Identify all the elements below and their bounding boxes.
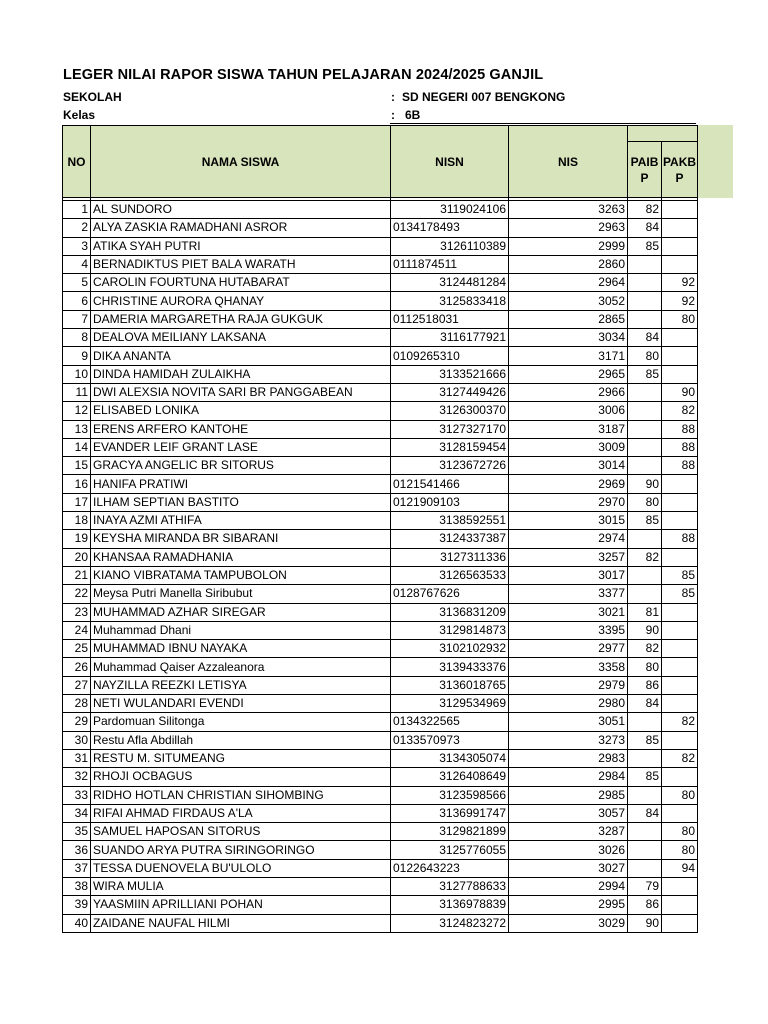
cell-nisn: 3136018765 [391, 676, 509, 694]
table-row [63, 548, 698, 566]
cell-paibp: 82 [628, 640, 662, 658]
cell-pakbp: 80 [662, 823, 698, 841]
cell-nama-siswa: BERNADIKTUS PIET BALA WARATH [91, 255, 391, 273]
info-colon-kelas: : [391, 108, 395, 122]
cell-nis: 2860 [509, 255, 628, 273]
cell-nisn: 0133570973 [391, 731, 509, 749]
table-row [63, 877, 698, 895]
document-title: LEGER NILAI RAPOR SISWA TAHUN PELAJARAN 2024/2025 GANJIL [63, 67, 544, 83]
cell-no: 30 [63, 731, 91, 749]
cell-nama-siswa: NETI WULANDARI EVENDI [91, 695, 391, 713]
cell-no: 7 [63, 310, 91, 328]
cell-no: 39 [63, 896, 91, 914]
cell-nis: 3014 [509, 457, 628, 475]
cell-nama-siswa: DEALOVA MEILIANY LAKSANA [91, 329, 391, 347]
table-row [63, 841, 698, 859]
table-row [63, 695, 698, 713]
cell-nisn: 3123672726 [391, 457, 509, 475]
cell-pakbp [662, 548, 698, 566]
cell-nisn: 3127311336 [391, 548, 509, 566]
cell-nis: 3052 [509, 292, 628, 310]
cell-nis: 3021 [509, 603, 628, 621]
table-row [63, 512, 698, 530]
cell-nisn: 0121541466 [391, 475, 509, 493]
cell-paibp [628, 274, 662, 292]
cell-nisn: 3124337387 [391, 530, 509, 548]
cell-nis: 3395 [509, 621, 628, 639]
cell-nisn: 3136831209 [391, 603, 509, 621]
cell-nisn: 3126300370 [391, 402, 509, 420]
cell-nisn: 0128767626 [391, 585, 509, 603]
cell-pakbp [662, 365, 698, 383]
header-nis: NIS [509, 126, 628, 198]
cell-pakbp [662, 640, 698, 658]
cell-no: 37 [63, 859, 91, 877]
cell-nisn: 3125776055 [391, 841, 509, 859]
info-label-sekolah: SEKOLAH [63, 90, 122, 104]
table-row [63, 585, 698, 603]
cell-nisn: 0122643223 [391, 859, 509, 877]
cell-nisn: 3136978839 [391, 896, 509, 914]
cell-paibp: 85 [628, 365, 662, 383]
cell-nisn: 3129814873 [391, 621, 509, 639]
cell-paibp: 85 [628, 512, 662, 530]
cell-no: 40 [63, 914, 91, 932]
cell-pakbp: 85 [662, 585, 698, 603]
cell-paibp [628, 585, 662, 603]
cell-nama-siswa: ATIKA SYAH PUTRI [91, 237, 391, 255]
cell-nis: 3273 [509, 731, 628, 749]
cell-pakbp [662, 603, 698, 621]
cell-paibp [628, 383, 662, 401]
cell-paibp [628, 786, 662, 804]
table-row [63, 676, 698, 694]
cell-pakbp [662, 768, 698, 786]
cell-paibp: 90 [628, 914, 662, 932]
cell-pakbp: 90 [662, 383, 698, 401]
cell-pakbp [662, 347, 698, 365]
cell-nisn: 3116177921 [391, 329, 509, 347]
cell-nis: 3006 [509, 402, 628, 420]
cell-pakbp [662, 731, 698, 749]
cell-nama-siswa: KEYSHA MIRANDA BR SIBARANI [91, 530, 391, 548]
cell-nama-siswa: TESSA DUENOVELA BU'ULOLO [91, 859, 391, 877]
header-no: NO [63, 126, 91, 198]
table-row [63, 383, 698, 401]
cell-nisn: 0121909103 [391, 493, 509, 511]
cell-no: 8 [63, 329, 91, 347]
table-row [63, 640, 698, 658]
cell-nama-siswa: RIFAI AHMAD FIRDAUS A'LA [91, 804, 391, 822]
cell-no: 22 [63, 585, 91, 603]
cell-nis: 3015 [509, 512, 628, 530]
cell-nama-siswa: DIKA ANANTA [91, 347, 391, 365]
cell-paibp: 82 [628, 548, 662, 566]
cell-nisn: 0134178493 [391, 219, 509, 237]
cell-paibp: 84 [628, 695, 662, 713]
cell-nis: 2984 [509, 768, 628, 786]
cell-nama-siswa: MUHAMMAD IBNU NAYAKA [91, 640, 391, 658]
cell-nama-siswa: Muhammad Dhani [91, 621, 391, 639]
cell-pakbp [662, 676, 698, 694]
cell-nisn: 3134305074 [391, 749, 509, 767]
cell-nama-siswa: ERENS ARFERO KANTOHE [91, 420, 391, 438]
table-row [63, 365, 698, 383]
cell-nisn: 3126408649 [391, 768, 509, 786]
cell-nis: 3017 [509, 566, 628, 584]
cell-nis: 3257 [509, 548, 628, 566]
cell-nis: 3171 [509, 347, 628, 365]
table-row [63, 219, 698, 237]
cell-nama-siswa: CAROLIN FOURTUNA HUTABARAT [91, 274, 391, 292]
cell-no: 35 [63, 823, 91, 841]
cell-nis: 3377 [509, 585, 628, 603]
info-value-kelas: 6B [405, 108, 421, 122]
info-value-sekolah: SD NEGERI 007 BENGKONG [402, 90, 566, 104]
table-row [63, 823, 698, 841]
table-row [63, 255, 698, 273]
cell-pakbp: 94 [662, 859, 698, 877]
cell-nis: 3009 [509, 438, 628, 456]
cell-paibp [628, 292, 662, 310]
cell-nis: 2979 [509, 676, 628, 694]
cell-no: 15 [63, 457, 91, 475]
cell-nisn: 3129821899 [391, 823, 509, 841]
cell-no: 12 [63, 402, 91, 420]
cell-pakbp [662, 877, 698, 895]
cell-paibp [628, 310, 662, 328]
cell-no: 17 [63, 493, 91, 511]
cell-paibp: 85 [628, 731, 662, 749]
cell-nisn: 3138592551 [391, 512, 509, 530]
cell-no: 31 [63, 749, 91, 767]
cell-nisn: 3124823272 [391, 914, 509, 932]
cell-nama-siswa: GRACYA ANGELIC BR SITORUS [91, 457, 391, 475]
cell-pakbp: 88 [662, 457, 698, 475]
cell-paibp: 84 [628, 329, 662, 347]
cell-nisn: 3133521666 [391, 365, 509, 383]
leger-table [62, 125, 698, 933]
cell-pakbp: 80 [662, 786, 698, 804]
table-row [63, 329, 698, 347]
cell-paibp: 86 [628, 676, 662, 694]
cell-nama-siswa: DWI ALEXSIA NOVITA SARI BR PANGGABEAN [91, 383, 391, 401]
cell-no: 10 [63, 365, 91, 383]
cell-pakbp [662, 201, 698, 219]
cell-nis: 3358 [509, 658, 628, 676]
cell-nisn: 3128159454 [391, 438, 509, 456]
cell-no: 13 [63, 420, 91, 438]
cell-nis: 2963 [509, 219, 628, 237]
cell-nama-siswa: ZAIDANE NAUFAL HILMI [91, 914, 391, 932]
cell-nama-siswa: KIANO VIBRATAMA TAMPUBOLON [91, 566, 391, 584]
cell-nisn: 3126563533 [391, 566, 509, 584]
cell-pakbp: 82 [662, 713, 698, 731]
cell-nisn: 0111874511 [391, 255, 509, 273]
cell-nis: 3263 [509, 201, 628, 219]
cell-pakbp: 88 [662, 530, 698, 548]
cell-no: 24 [63, 621, 91, 639]
cell-nisn: 0134322565 [391, 713, 509, 731]
cell-no: 18 [63, 512, 91, 530]
table-row [63, 237, 698, 255]
cell-nisn: 3139433376 [391, 658, 509, 676]
cell-nama-siswa: ALYA ZASKIA RAMADHANI ASROR [91, 219, 391, 237]
cell-paibp [628, 457, 662, 475]
cell-paibp: 90 [628, 475, 662, 493]
cell-nis: 2983 [509, 749, 628, 767]
cell-nisn: 3127788633 [391, 877, 509, 895]
header-subject-group [628, 126, 698, 142]
cell-no: 4 [63, 255, 91, 273]
cell-nis: 2994 [509, 877, 628, 895]
cell-nama-siswa: KHANSAA RAMADHANIA [91, 548, 391, 566]
table-row [63, 731, 698, 749]
cell-nis: 2995 [509, 896, 628, 914]
cell-no: 23 [63, 603, 91, 621]
cell-no: 20 [63, 548, 91, 566]
cell-nisn: 3102102932 [391, 640, 509, 658]
cell-paibp: 79 [628, 877, 662, 895]
cell-nama-siswa: Muhammad Qaiser Azzaleanora [91, 658, 391, 676]
cell-pakbp: 92 [662, 292, 698, 310]
cell-nis: 3027 [509, 859, 628, 877]
cell-nisn: 3125833418 [391, 292, 509, 310]
cell-paibp [628, 713, 662, 731]
cell-pakbp [662, 658, 698, 676]
cell-pakbp: 80 [662, 841, 698, 859]
header-paibp: PAIB P [628, 142, 662, 198]
cell-nama-siswa: INAYA AZMI ATHIFA [91, 512, 391, 530]
cell-no: 34 [63, 804, 91, 822]
cell-paibp [628, 566, 662, 584]
cell-pakbp [662, 914, 698, 932]
info-label-kelas: Kelas [63, 108, 96, 122]
cell-pakbp: 82 [662, 749, 698, 767]
cell-paibp [628, 841, 662, 859]
cell-nis: 3034 [509, 329, 628, 347]
cell-paibp: 82 [628, 201, 662, 219]
cell-no: 36 [63, 841, 91, 859]
table-row [63, 201, 698, 219]
table-row [63, 420, 698, 438]
cell-no: 32 [63, 768, 91, 786]
table-row [63, 786, 698, 804]
cell-nis: 3026 [509, 841, 628, 859]
cell-paibp [628, 749, 662, 767]
info-colon-sekolah: : [391, 90, 395, 104]
cell-pakbp: 88 [662, 438, 698, 456]
cell-nis: 2865 [509, 310, 628, 328]
cell-no: 26 [63, 658, 91, 676]
table-row [63, 530, 698, 548]
cell-nis: 2999 [509, 237, 628, 255]
cell-nama-siswa: Meysa Putri Manella Siribubut [91, 585, 391, 603]
cell-pakbp [662, 621, 698, 639]
cell-no: 38 [63, 877, 91, 895]
cell-no: 1 [63, 201, 91, 219]
cell-paibp: 81 [628, 603, 662, 621]
cell-nis: 2974 [509, 530, 628, 548]
table-row [63, 438, 698, 456]
cell-nama-siswa: AL SUNDORO [91, 201, 391, 219]
cell-nis: 2970 [509, 493, 628, 511]
cell-paibp [628, 420, 662, 438]
table-row [63, 621, 698, 639]
cell-pakbp [662, 237, 698, 255]
cell-nama-siswa: DINDA HAMIDAH ZULAIKHA [91, 365, 391, 383]
cell-nama-siswa: ELISABED LONIKA [91, 402, 391, 420]
cell-pakbp [662, 695, 698, 713]
cell-nis: 3029 [509, 914, 628, 932]
cell-nama-siswa: RESTU M. SITUMEANG [91, 749, 391, 767]
table-row [63, 493, 698, 511]
cell-no: 14 [63, 438, 91, 456]
cell-paibp [628, 530, 662, 548]
table-row [63, 475, 698, 493]
cell-paibp [628, 859, 662, 877]
cell-nisn: 3119024106 [391, 201, 509, 219]
cell-paibp: 80 [628, 347, 662, 365]
table-row [63, 713, 698, 731]
cell-no: 16 [63, 475, 91, 493]
cell-no: 33 [63, 786, 91, 804]
cell-paibp [628, 255, 662, 273]
cell-nis: 3051 [509, 713, 628, 731]
table-row [63, 292, 698, 310]
cell-nama-siswa: EVANDER LEIF GRANT LASE [91, 438, 391, 456]
cell-pakbp [662, 475, 698, 493]
cell-paibp: 80 [628, 493, 662, 511]
cell-no: 5 [63, 274, 91, 292]
cell-nis: 3287 [509, 823, 628, 841]
header-pakbp: PAKB P [662, 142, 698, 198]
cell-no: 11 [63, 383, 91, 401]
cell-pakbp: 92 [662, 274, 698, 292]
cell-pakbp: 88 [662, 420, 698, 438]
cell-pakbp [662, 255, 698, 273]
cell-nis: 3187 [509, 420, 628, 438]
table-row [63, 603, 698, 621]
cell-nama-siswa: MUHAMMAD AZHAR SIREGAR [91, 603, 391, 621]
cell-nisn: 0109265310 [391, 347, 509, 365]
cell-nama-siswa: WIRA MULIA [91, 877, 391, 895]
table-row [63, 859, 698, 877]
cell-nisn: 3136991747 [391, 804, 509, 822]
cell-nis: 2969 [509, 475, 628, 493]
cell-no: 6 [63, 292, 91, 310]
cell-nis: 2966 [509, 383, 628, 401]
cell-nis: 2965 [509, 365, 628, 383]
table-row [63, 457, 698, 475]
table-row [63, 896, 698, 914]
table-row [63, 658, 698, 676]
cell-pakbp [662, 493, 698, 511]
cell-paibp [628, 438, 662, 456]
cell-nama-siswa: ILHAM SEPTIAN BASTITO [91, 493, 391, 511]
cell-paibp [628, 402, 662, 420]
cell-nis: 2977 [509, 640, 628, 658]
cell-no: 25 [63, 640, 91, 658]
cell-no: 29 [63, 713, 91, 731]
cell-pakbp [662, 896, 698, 914]
cell-nama-siswa: RIDHO HOTLAN CHRISTIAN SIHOMBING [91, 786, 391, 804]
cell-pakbp [662, 512, 698, 530]
table-row [63, 310, 698, 328]
cell-no: 2 [63, 219, 91, 237]
table-row [63, 347, 698, 365]
cell-nisn: 3124481284 [391, 274, 509, 292]
cell-paibp: 84 [628, 219, 662, 237]
cell-nisn: 3127449426 [391, 383, 509, 401]
table-row [63, 402, 698, 420]
cell-nama-siswa: DAMERIA MARGARETHA RAJA GUKGUK [91, 310, 391, 328]
cell-nama-siswa: SAMUEL HAPOSAN SITORUS [91, 823, 391, 841]
cell-paibp: 85 [628, 768, 662, 786]
cell-paibp: 84 [628, 804, 662, 822]
cell-paibp: 85 [628, 237, 662, 255]
cell-nisn: 0112518031 [391, 310, 509, 328]
cell-nis: 2964 [509, 274, 628, 292]
cell-paibp: 86 [628, 896, 662, 914]
cell-nis: 3057 [509, 804, 628, 822]
table-row [63, 566, 698, 584]
info-underline [390, 123, 696, 124]
cell-nama-siswa: HANIFA PRATIWI [91, 475, 391, 493]
cell-no: 19 [63, 530, 91, 548]
cell-pakbp: 82 [662, 402, 698, 420]
cell-paibp [628, 823, 662, 841]
table-row [63, 768, 698, 786]
cell-nisn: 3126110389 [391, 237, 509, 255]
table-row [63, 804, 698, 822]
header-nama-siswa: NAMA SISWA [91, 126, 391, 198]
cell-paibp: 80 [628, 658, 662, 676]
table-row [63, 914, 698, 932]
cell-nama-siswa: RHOJI OCBAGUS [91, 768, 391, 786]
cell-nisn: 3123598566 [391, 786, 509, 804]
cell-pakbp: 85 [662, 566, 698, 584]
table-row [63, 274, 698, 292]
cell-no: 9 [63, 347, 91, 365]
cell-pakbp [662, 804, 698, 822]
header-nisn: NISN [391, 126, 509, 198]
cell-pakbp [662, 329, 698, 347]
cell-nama-siswa: NAYZILLA REEZKI LETISYA [91, 676, 391, 694]
cell-nisn: 3127327170 [391, 420, 509, 438]
cell-no: 21 [63, 566, 91, 584]
cell-no: 28 [63, 695, 91, 713]
cell-nama-siswa: Pardomuan Silitonga [91, 713, 391, 731]
cell-no: 27 [63, 676, 91, 694]
cell-nisn: 3129534969 [391, 695, 509, 713]
cell-pakbp [662, 219, 698, 237]
cell-nama-siswa: CHRISTINE AURORA QHANAY [91, 292, 391, 310]
cell-no: 3 [63, 237, 91, 255]
cell-nama-siswa: SUANDO ARYA PUTRA SIRINGORINGO [91, 841, 391, 859]
cell-nama-siswa: Restu Afla Abdillah [91, 731, 391, 749]
cell-nama-siswa: YAASMIIN APRILLIANI POHAN [91, 896, 391, 914]
table-row [63, 749, 698, 767]
cell-nis: 2985 [509, 786, 628, 804]
cell-paibp: 90 [628, 621, 662, 639]
cell-pakbp: 80 [662, 310, 698, 328]
cell-nis: 2980 [509, 695, 628, 713]
